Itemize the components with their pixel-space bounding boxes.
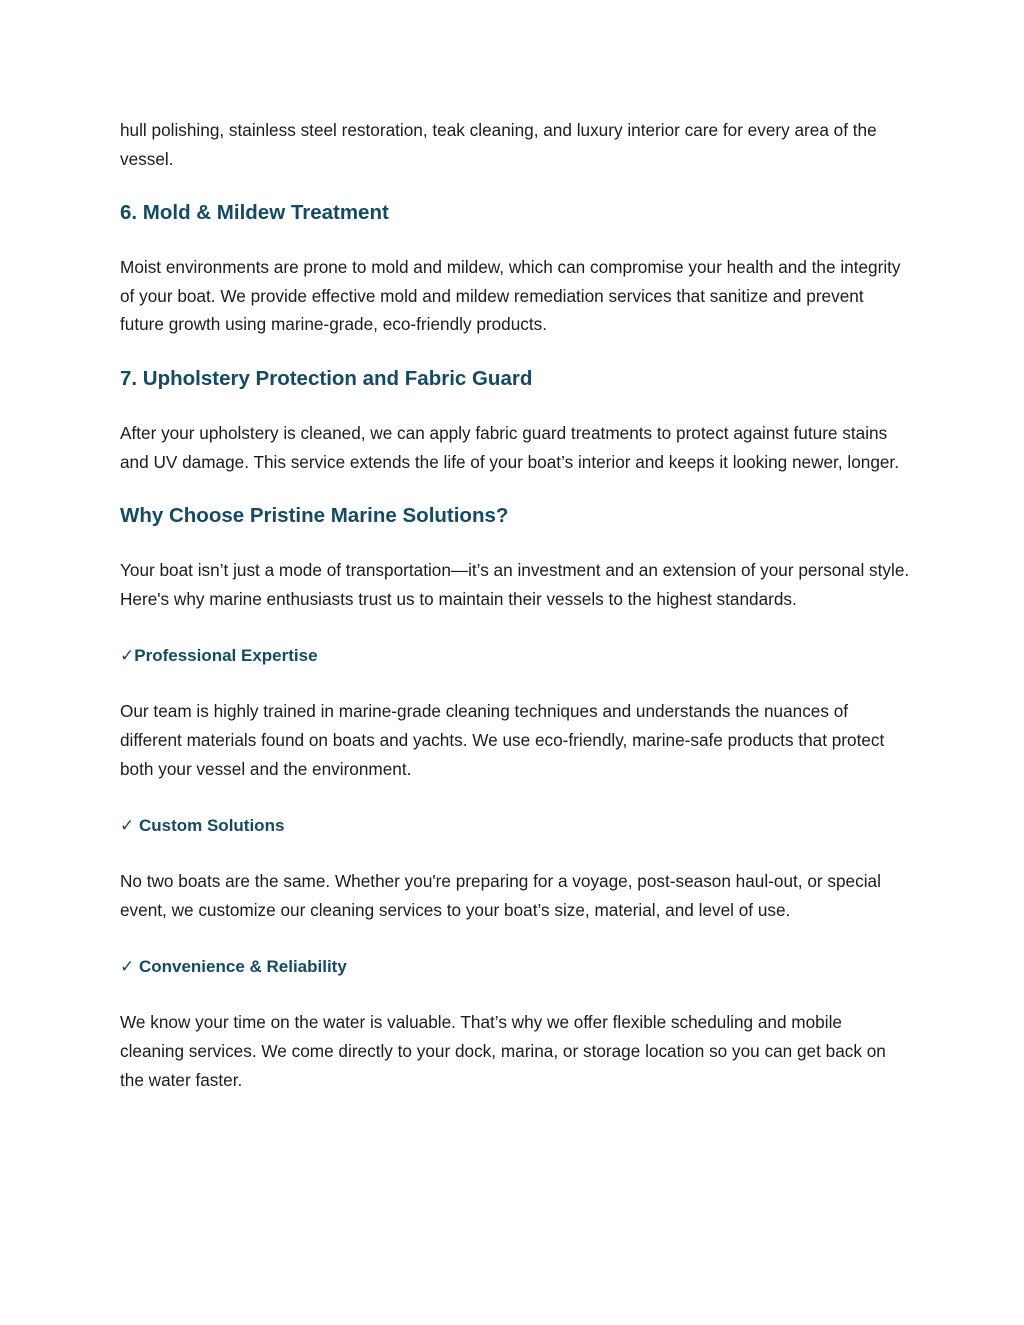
- convenience-reliability-paragraph: We know your time on the water is valuable. That’s why we offer flexible scheduling and mobile cleaning services. We come directly to your dock, marina, or storage location so you can get back on the water faster.: [120, 1012, 886, 1090]
- document-page: [120, 116, 910, 1094]
- upholstery-protection-paragraph: After your upholstery is cleaned, we can apply fabric guard treatments to protect against future stains and UV damage. This service extends the life of your boat’s interior and keeps it looking newer, longer.: [120, 422, 899, 472]
- upholstery-protection-heading: 7. Upholstery Protection and Fabric Guard: [120, 366, 533, 390]
- mold-treatment-paragraph: Moist environments are prone to mold and mildew, which can compromise your health and the integrity of your boat. We provide effective mold and mildew remediation services that sanitize and prevent future growth using marine-grade, eco-friendly products.: [120, 257, 901, 335]
- mold-treatment-heading: 6. Mold & Mildew Treatment: [120, 201, 389, 225]
- why-choose-paragraph: Your boat isn’t just a mode of transportation—it’s an investment and an extension of your personal style. Here's why marine enthusiasts trust us to maintain their vessels to the highest standards.: [120, 560, 910, 609]
- intro-paragraph: hull polishing, stainless steel restoration, teak cleaning, and luxury interior care for every area of the vessel.: [120, 120, 877, 169]
- professional-expertise-heading: ✓Professional Expertise: [120, 646, 318, 666]
- custom-solutions-heading: ✓ Custom Solutions: [120, 816, 285, 836]
- why-choose-heading: Why Choose Pristine Marine Solutions?: [120, 504, 509, 528]
- professional-expertise-paragraph: Our team is highly trained in marine-grade cleaning techniques and understands the nuances of different materials found on boats and yachts. We use eco-friendly, marine-safe products that protect both your vessel and the environment.: [120, 701, 885, 779]
- custom-solutions-paragraph: No two boats are the same. Whether you're preparing for a voyage, post-season haul-out, or special event, we customize our cleaning services to your boat’s size, material, and level of use.: [120, 871, 881, 920]
- convenience-reliability-heading: ✓ Convenience & Reliability: [120, 957, 347, 977]
